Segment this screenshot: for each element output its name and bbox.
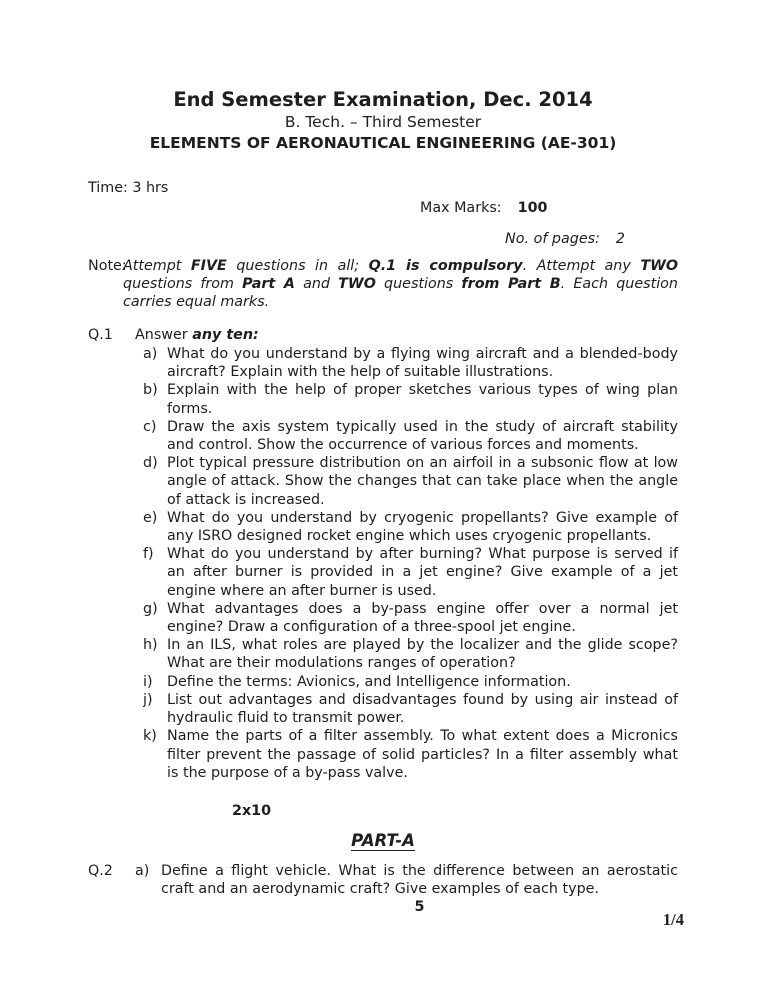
question-item bbox=[143, 454, 678, 509]
item-letter: d) bbox=[143, 455, 158, 472]
pages-value: 2 bbox=[615, 231, 625, 248]
item-text: Define the terms: Avionics, and Intelligence information. bbox=[167, 673, 571, 690]
note-label: Note: bbox=[88, 257, 127, 274]
question-item bbox=[143, 345, 678, 381]
page-number: 1/4 bbox=[662, 910, 684, 929]
item-letter: a) bbox=[135, 862, 150, 879]
question-2-marks: 5 bbox=[414, 899, 425, 916]
exam-subtitle: B. Tech. – Third Semester bbox=[284, 113, 482, 131]
max-marks-value: 100 bbox=[517, 200, 548, 217]
question-item bbox=[135, 862, 678, 898]
question-1-marks: 2x10 bbox=[232, 802, 272, 819]
item-text: What advantages does a by-pass engine offer over a normal jet engine? Draw a configuration of a three-spool jet engine. bbox=[167, 600, 678, 636]
item-text: What do you understand by cryogenic propellants? Give example of any ISRO designed rocket engine which uses cryogenic propellants. bbox=[167, 509, 678, 545]
pages-label: No. of pages: bbox=[505, 231, 600, 248]
item-text: What do you understand by after burning? What purpose is served if an after burner is provided in a jet engine? Give example of a jet engine where an after burner is used. bbox=[167, 546, 678, 599]
question-item bbox=[143, 509, 678, 545]
item-letter: j) bbox=[143, 691, 153, 708]
part-a-heading-text: PART-A bbox=[351, 830, 415, 850]
item-text: Explain with the help of proper sketches various types of wing plan forms. bbox=[167, 382, 678, 417]
item-text: Draw the axis system typically used in the study of aircraft stability and control. Show the occurrence of various forces and moments. bbox=[167, 418, 678, 454]
question-2-header bbox=[88, 862, 678, 898]
item-text: List out advantages and disadvantages found by using air instead of hydraulic fluid to transmit power. bbox=[167, 691, 678, 727]
question-1-header bbox=[88, 326, 678, 344]
exam-note bbox=[88, 257, 678, 312]
question-1-prompt: Answer any ten: bbox=[135, 326, 259, 343]
question-1-items bbox=[143, 345, 678, 782]
question-item bbox=[143, 691, 678, 727]
item-letter: c) bbox=[143, 418, 157, 435]
question-1 bbox=[88, 326, 678, 819]
item-text: Name the parts of a filter assembly. To what extent does a Micronics filter prevent the passage of solid particles? In a filter assembly what is the purpose of a by-pass valve. bbox=[167, 728, 678, 781]
question-item bbox=[143, 418, 678, 454]
max-marks-label: Max Marks: bbox=[420, 200, 502, 217]
exam-header bbox=[88, 88, 678, 153]
question-1-number: Q.1 bbox=[88, 326, 113, 343]
item-letter: i) bbox=[143, 673, 153, 690]
pages-indicator bbox=[88, 230, 678, 248]
note-text: Attempt FIVE questions in all; Q.1 is compulsory. Attempt any TWO questions from Part A and TWO questions from Part B. Each question carries equal marks. bbox=[123, 257, 679, 311]
item-text: What do you understand by a flying wing aircraft and a blended-body aircraft? Explain with the help of suitable illustrations. bbox=[167, 346, 678, 381]
exam-title: End Semester Examination, Dec. 2014 bbox=[173, 88, 593, 111]
question-item bbox=[143, 727, 678, 782]
question-2 bbox=[88, 862, 678, 917]
item-letter: e) bbox=[143, 509, 158, 526]
item-letter: b) bbox=[143, 382, 158, 399]
part-a-heading bbox=[88, 831, 678, 851]
time-allowed: Time: 3 hrs bbox=[88, 180, 169, 196]
item-letter: h) bbox=[143, 637, 158, 654]
item-text: Plot typical pressure distribution on an airfoil in a subsonic flow at low angle of attack. Show the changes that can take place when the angle of attack is increased. bbox=[167, 455, 678, 508]
item-text: In an ILS, what roles are played by the localizer and the glide scope? What are their modulations ranges of operation? bbox=[167, 637, 678, 672]
item-letter: k) bbox=[143, 728, 157, 745]
item-letter: g) bbox=[143, 600, 158, 617]
question-item bbox=[143, 636, 678, 672]
item-letter: f) bbox=[143, 546, 154, 563]
question-item bbox=[143, 600, 678, 636]
item-letter: a) bbox=[143, 346, 158, 363]
question-item bbox=[143, 381, 678, 417]
question-item bbox=[143, 673, 678, 691]
max-marks bbox=[420, 199, 678, 217]
item-text: Define a flight vehicle. What is the difference between an aerostatic craft and an aerodynamic craft? Give examples of each type. bbox=[161, 862, 678, 898]
question-item bbox=[143, 545, 678, 600]
question-2-number: Q.2 bbox=[88, 862, 113, 879]
course-title: ELEMENTS OF AERONAUTICAL ENGINEERING (AE-301) bbox=[149, 134, 617, 152]
